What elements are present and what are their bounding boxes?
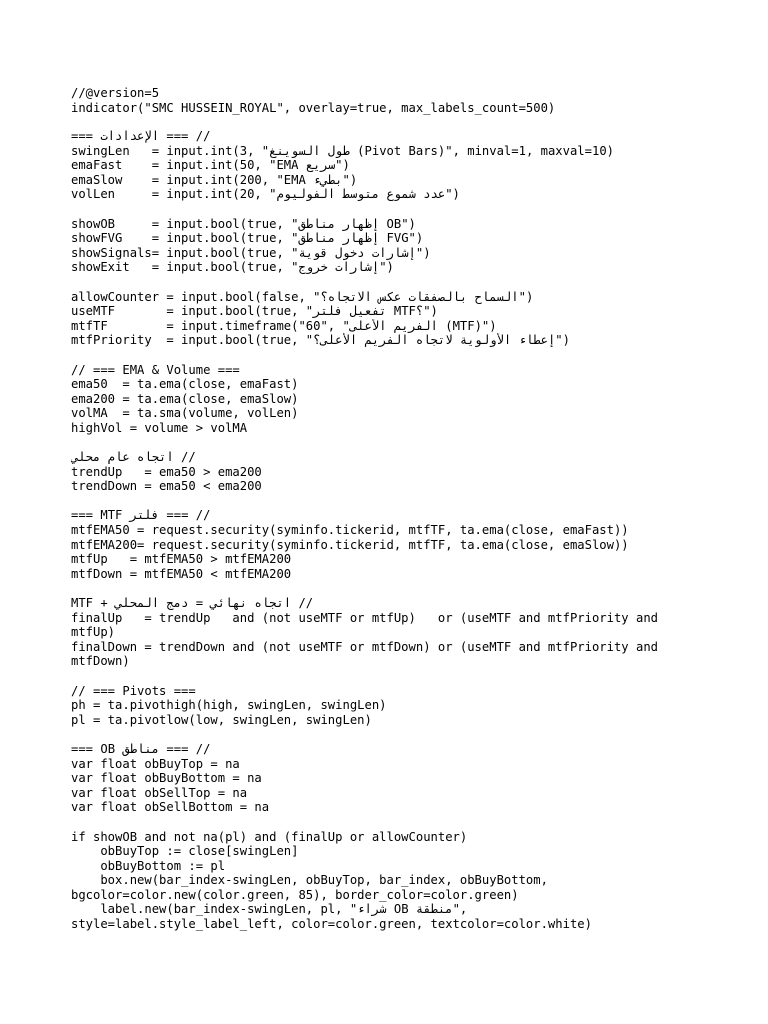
code-line: showFVG = input.bool(true, "إظهار مناطق FVG")	[71, 231, 424, 246]
code-line: // اتجاه عام محلي	[71, 450, 196, 465]
code-line: mtfDown = mtfEMA50 < mtfEMA200	[71, 566, 292, 581]
code-line: swingLen = input.int(3, "طول السوينغ (Pivot Bars)", minval=1, maxval=10)	[71, 143, 614, 158]
code-line: box.new(bar_index-swingLen, obBuyTop, bar_index, obBuyBottom,	[71, 873, 548, 888]
code-line: mtfUp)	[71, 625, 116, 640]
code-line: bgcolor=color.new(color.green, 85), border_color=color.green)	[71, 887, 519, 902]
code-line: var float obBuyTop = na	[71, 756, 240, 771]
code-line: ph = ta.pivothigh(high, swingLen, swingLen)	[71, 698, 387, 713]
code-line: // اتجاه نهائي = دمج المحلي + MTF	[71, 596, 314, 610]
code-line: if showOB and not na(pl) and (finalUp or allowCounter)	[71, 829, 468, 844]
code-line	[71, 494, 696, 509]
code-line	[71, 932, 696, 947]
code-line: ema200 = ta.ema(close, emaSlow)	[71, 391, 299, 406]
code-line: // === مناطق OB ===	[71, 741, 211, 756]
code-line: mtfEMA50 = request.security(syminfo.tickerid, mtfTF, ta.ema(close, emaFast))	[71, 523, 629, 538]
code-line: mtfUp = mtfEMA50 > mtfEMA200	[71, 552, 292, 567]
code-line: pl = ta.pivotlow(low, swingLen, swingLen)	[71, 712, 372, 727]
header-block	[71, 86, 555, 115]
code-line: allowCounter = input.bool(false, "السماح بالصفقات عكس الاتجاه؟")	[71, 289, 534, 304]
code-line: obBuyBottom := pl	[71, 858, 226, 873]
code-line	[71, 275, 696, 290]
code-line: indicator("SMC HUSSEIN_ROYAL", overlay=true, max_labels_count=500)	[71, 100, 556, 115]
code-line: mtfTF = input.timeframe("60", "الفريم الأعلى (MTF)")	[71, 318, 497, 333]
code-line: useMTF = input.bool(true, "تفعيل فلتر MTF؟")	[71, 304, 438, 319]
code-body	[71, 129, 696, 946]
code-line: var float obSellBottom = na	[71, 800, 270, 815]
code-line: showOB = input.bool(true, "إظهار مناطق OB")	[71, 216, 416, 231]
code-line: label.new(bar_index-swingLen, pl, "شراء OB منطقة",	[71, 902, 468, 917]
code-line: trendUp = ema50 > ema200	[71, 464, 262, 479]
code-line	[71, 348, 696, 363]
code-line	[71, 581, 696, 596]
code-line: mtfPriority = input.bool(true, "إعطاء الأولوية لاتجاه الفريم الأعلى؟")	[71, 333, 570, 348]
code-line: trendDown = ema50 < ema200	[71, 479, 262, 494]
code-line: // === الإعدادات ===	[71, 129, 211, 143]
code-line: // === فلتر MTF ===	[71, 508, 211, 523]
code-line: highVol = volume > volMA	[71, 420, 248, 435]
code-line	[71, 669, 696, 684]
code-line: // === Pivots ===	[71, 683, 196, 698]
code-line	[71, 202, 696, 217]
code-line: style=label.style_label_left, color=color.green, textcolor=color.white)	[71, 917, 592, 932]
code-line: showSignals= input.bool(true, "إشارات دخول قوية")	[71, 245, 431, 260]
code-line: mtfDown)	[71, 654, 130, 669]
code-line: var float obBuyBottom = na	[71, 771, 262, 786]
code-line: var float obSellTop = na	[71, 785, 248, 800]
code-line: ema50 = ta.ema(close, emaFast)	[71, 377, 299, 392]
code-line: //@version=5	[71, 86, 160, 100]
code-line	[71, 435, 696, 450]
code-line: emaSlow = input.int(200, "EMA بطيء")	[71, 172, 358, 187]
code-line: emaFast = input.int(50, "EMA سريع")	[71, 158, 350, 173]
code-line	[71, 815, 696, 830]
code-line: obBuyTop := close[swingLen]	[71, 844, 299, 859]
code-line: mtfEMA200= request.security(syminfo.tickerid, mtfTF, ta.ema(close, emaSlow))	[71, 537, 629, 552]
code-line: finalUp = trendUp and (not useMTF or mtfUp) or (useMTF and mtfPriority and	[71, 610, 658, 625]
code-line: finalDown = trendDown and (not useMTF or mtfDown) or (useMTF and mtfPriority and	[71, 639, 658, 654]
code-line: showExit = input.bool(true, "إشارات خروج")	[71, 260, 394, 275]
code-line: volLen = input.int(20, "عدد شموع متوسط الفوليوم")	[71, 187, 460, 202]
code-line: volMA = ta.sma(volume, volLen)	[71, 406, 299, 421]
code-line: // === EMA & Volume ===	[71, 362, 240, 377]
code-line	[71, 727, 696, 742]
